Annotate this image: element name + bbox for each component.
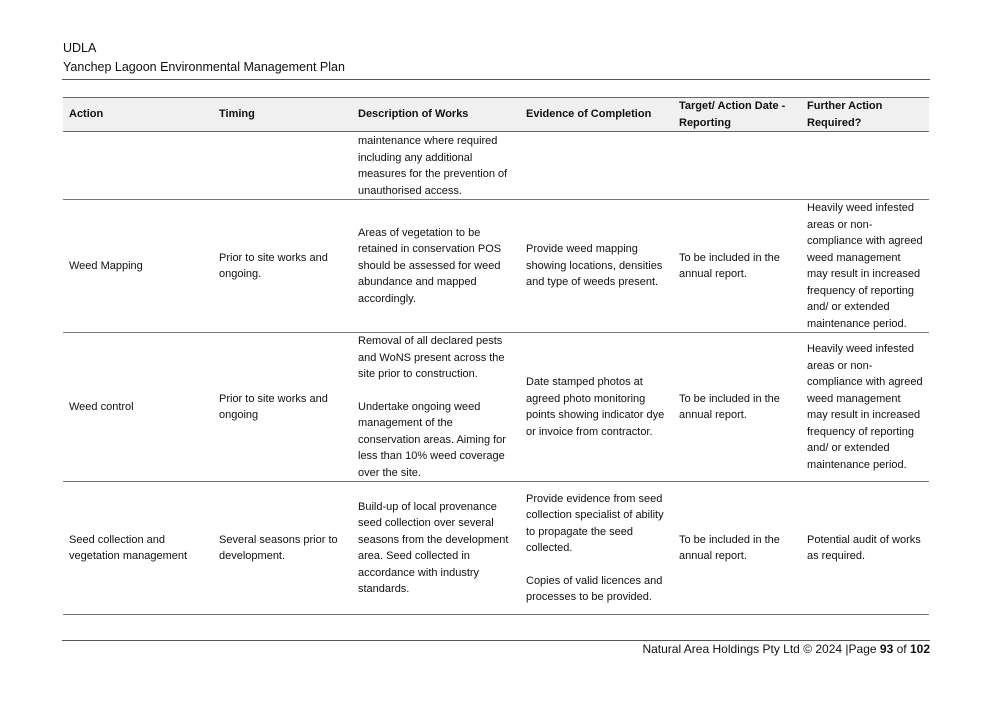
cell-target: To be included in the annual report.	[673, 200, 801, 333]
column-header-target: Target/ Action Date - Reporting	[673, 98, 801, 132]
footer-divider	[62, 640, 930, 641]
cell-evidence	[520, 333, 673, 482]
cell-action: Weed control	[63, 333, 213, 482]
column-header-description: Description of Works	[352, 98, 520, 132]
action-table	[63, 97, 929, 615]
cell-action: Seed collection and vegetation management	[63, 482, 213, 615]
cell-further-action	[801, 132, 929, 200]
table-row	[63, 132, 929, 200]
footer-page-label: |Page	[845, 642, 877, 656]
footer-company: Natural Area Holdings Pty Ltd © 2024	[642, 642, 843, 656]
cell-action	[63, 132, 213, 200]
description-paragraph: maintenance where required including any additional measures for the prevention of unauthorised access.	[358, 135, 508, 197]
cell-action: Weed Mapping	[63, 200, 213, 333]
cell-target: To be included in the annual report.	[673, 333, 801, 482]
table-row	[63, 333, 929, 482]
cell-target	[673, 132, 801, 200]
cell-description	[352, 200, 520, 333]
document-org: UDLA	[63, 41, 97, 55]
page-footer	[642, 642, 930, 656]
table-row	[63, 200, 929, 333]
table-row	[63, 482, 929, 615]
column-header-further-action: Further Action Required?	[801, 98, 929, 132]
cell-timing: Several seasons prior to development.	[213, 482, 352, 615]
header-divider	[62, 79, 930, 80]
cell-target: To be included in the annual report.	[673, 482, 801, 615]
evidence-paragraph: Copies of valid licences and processes to be provided.	[526, 574, 663, 603]
cell-further-action: Heavily weed infested areas or non-compliance with agreed weed management may result in increased frequency of reporting and/ or extended maintenance period.	[801, 200, 929, 333]
cell-description	[352, 333, 520, 482]
cell-description	[352, 482, 520, 615]
evidence-paragraph: Date stamped photos at agreed photo monitoring points showing indicator dye or invoice from contractor.	[526, 376, 665, 438]
table-header-row	[63, 98, 929, 132]
footer-of-label: of	[896, 642, 907, 656]
document-title: Yanchep Lagoon Environmental Management Plan	[63, 60, 345, 74]
description-paragraph: Areas of vegetation to be retained in conservation POS should be assessed for weed abundance and mapped accordingly.	[358, 226, 502, 305]
column-header-action: Action	[63, 98, 213, 132]
page-total: 102	[909, 642, 930, 656]
cell-further-action: Heavily weed infested areas or non-compliance with agreed weed management may result in increased frequency of reporting and/ or extended maintenance period.	[801, 333, 929, 482]
cell-evidence	[520, 132, 673, 200]
cell-timing	[213, 132, 352, 200]
cell-evidence	[520, 200, 673, 333]
cell-evidence	[520, 482, 673, 615]
evidence-paragraph: Provide weed mapping showing locations, densities and type of weeds present.	[526, 243, 663, 289]
evidence-paragraph: Provide evidence from seed collection specialist of ability to propagate the seed collected.	[526, 492, 664, 554]
cell-description	[352, 132, 520, 200]
page-number: 93	[879, 642, 894, 656]
description-paragraph: Undertake ongoing weed management of the conservation areas. Aiming for less than 10% weed coverage over the site.	[358, 400, 506, 479]
description-paragraph: Removal of all declared pests and WoNS present across the site prior to construction.	[358, 335, 505, 380]
cell-timing: Prior to site works and ongoing	[213, 333, 352, 482]
column-header-timing: Timing	[213, 98, 352, 132]
cell-further-action: Potential audit of works as required.	[801, 482, 929, 615]
description-paragraph: Build-up of local provenance seed collection over several seasons from the development area. Seed collected in accordance with industry standards.	[358, 500, 509, 595]
column-header-evidence: Evidence of Completion	[520, 98, 673, 132]
cell-timing: Prior to site works and ongoing.	[213, 200, 352, 333]
